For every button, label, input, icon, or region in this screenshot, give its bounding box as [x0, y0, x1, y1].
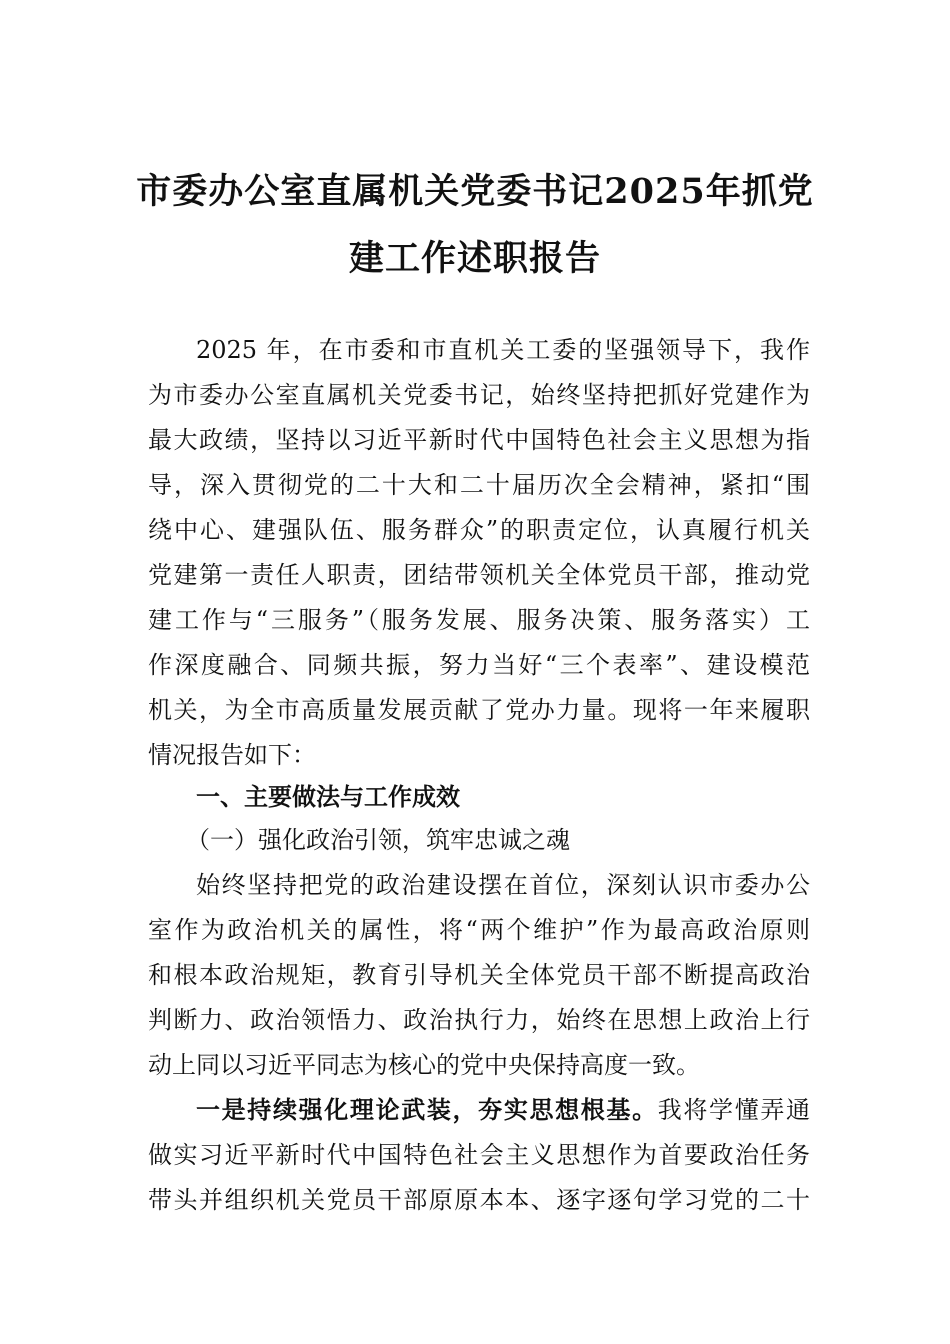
- text-line: 最大政绩，坚持以习近平新时代中国特色社会主义思想为指: [148, 426, 810, 454]
- text-line: 室作为政治机关的属性，将“两个维护”作为最高政治原则: [148, 916, 810, 944]
- text-line: 建工作与“三服务”（服务发展、服务决策、服务落实）工: [148, 606, 810, 634]
- text-line: 始终坚持把党的政治建设摆在首位，深刻认识市委办公: [196, 871, 810, 899]
- text-line: 导，深入贯彻党的二十大和二十届历次全会精神，紧扣“围: [148, 471, 810, 499]
- subsection-heading: （一）强化政治引领，筑牢忠诚之魂: [186, 826, 570, 854]
- section-heading: 一、主要做法与工作成效: [196, 783, 460, 811]
- text-line: 做实习近平新时代中国特色社会主义思想作为首要政治任务: [148, 1141, 810, 1169]
- text-line: 动上同以习近平同志为核心的党中央保持高度一致。: [148, 1051, 700, 1079]
- bold-lead: 一是持续强化理论武装，夯实思想根基。: [196, 1096, 658, 1124]
- text-line: 作深度融合、同频共振，努力当好“三个表率”、建设模范: [148, 651, 810, 679]
- text-line: 为市委办公室直属机关党委书记，始终坚持把抓好党建作为: [148, 381, 810, 409]
- text-line: 带头并组织机关党员干部原原本本、逐字逐句学习党的二十: [148, 1186, 810, 1214]
- text-rest: 我将学懂弄通: [657, 1096, 811, 1124]
- text-line: [196, 1095, 810, 1125]
- text-line: 党建第一责任人职责，团结带领机关全体党员干部，推动党: [148, 561, 810, 589]
- text-line: 机关，为全市高质量发展贡献了党办力量。现将一年来履职: [148, 696, 810, 724]
- title-line-1: 市委办公室直属机关党委书记2025年抓党: [136, 171, 814, 212]
- text-line: 和根本政治规矩，教育引导机关全体党员干部不断提高政治: [148, 961, 810, 989]
- text-line: 情况报告如下：: [148, 741, 316, 769]
- text-line: 绕中心、建强队伍、服务群众”的职责定位，认真履行机关: [148, 516, 810, 544]
- title-line-2: 建工作述职报告: [348, 238, 601, 279]
- text-line: 2025 年，在市委和市直机关工委的坚强领导下，我作: [196, 336, 810, 364]
- text-line: 判断力、政治领悟力、政治执行力，始终在思想上政治上行: [148, 1006, 810, 1034]
